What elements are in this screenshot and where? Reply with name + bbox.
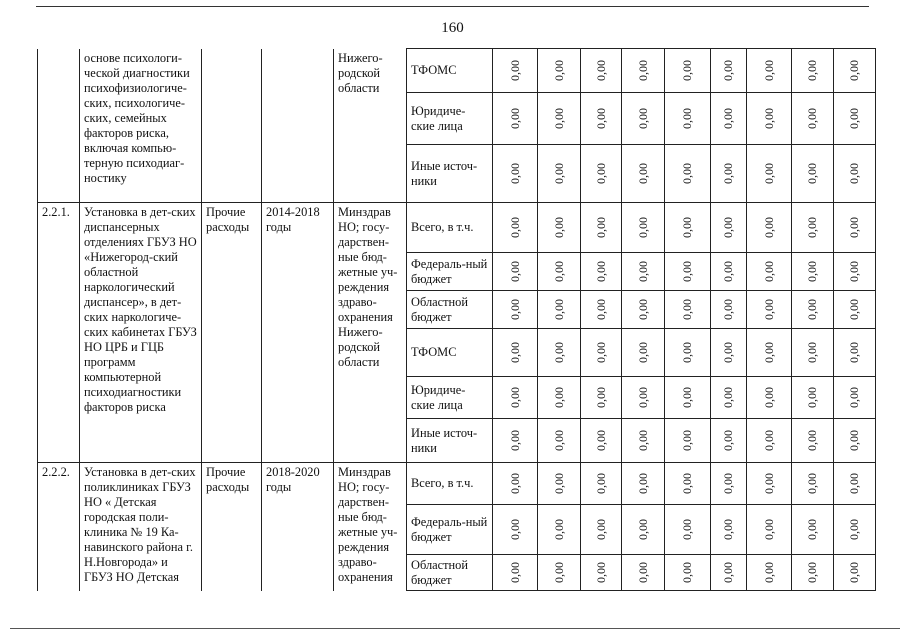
amount-value: 0,00 bbox=[721, 108, 735, 129]
amount-value: 0,00 bbox=[551, 299, 566, 320]
item-name: Установка в дет-ских диспансерных отделениях ГБУЗ НО «Нижегород-ский областной наркологический диспансер», в дет-ских наркологиче-ских кабинетах ГБУЗ НО ЦРБ и ГЦБ программ компьютерной психодиагностики факторов риска bbox=[80, 203, 202, 463]
amount-cell bbox=[622, 555, 665, 591]
amount-value: 0,00 bbox=[805, 562, 819, 583]
amount-value: 0,00 bbox=[593, 299, 608, 320]
amount-cell bbox=[622, 419, 665, 463]
amount-cell bbox=[581, 329, 622, 377]
amount-value: 0,00 bbox=[805, 60, 819, 81]
amount-value: 0,00 bbox=[721, 430, 735, 451]
amount-value: 0,00 bbox=[761, 299, 776, 320]
amount-value: 0,00 bbox=[593, 430, 608, 451]
amount-cell bbox=[711, 505, 747, 555]
amount-value: 0,00 bbox=[635, 473, 650, 494]
amount-cell bbox=[581, 377, 622, 419]
amount-cell bbox=[665, 145, 711, 203]
amount-cell bbox=[538, 145, 581, 203]
amount-value: 0,00 bbox=[847, 217, 861, 238]
amount-cell bbox=[581, 291, 622, 329]
amount-value: 0,00 bbox=[805, 108, 819, 129]
amount-value: 0,00 bbox=[680, 217, 694, 238]
amount-value: 0,00 bbox=[507, 299, 522, 320]
funding-source: Областной бюджет bbox=[407, 555, 493, 591]
amount-value: 0,00 bbox=[847, 163, 861, 184]
amount-cell bbox=[711, 329, 747, 377]
amount-cell bbox=[622, 505, 665, 555]
amount-cell bbox=[792, 49, 834, 93]
top-rule bbox=[36, 6, 869, 7]
amount-value: 0,00 bbox=[635, 261, 650, 282]
amount-value: 0,00 bbox=[593, 562, 608, 583]
amount-cell bbox=[622, 49, 665, 93]
amount-value: 0,00 bbox=[805, 430, 819, 451]
amount-cell bbox=[747, 419, 792, 463]
amount-cell bbox=[711, 291, 747, 329]
amount-value: 0,00 bbox=[847, 519, 861, 540]
amount-value: 0,00 bbox=[635, 387, 650, 408]
amount-cell bbox=[493, 203, 538, 253]
amount-cell bbox=[622, 329, 665, 377]
amount-value: 0,00 bbox=[721, 473, 735, 494]
amount-value: 0,00 bbox=[761, 519, 776, 540]
amount-cell bbox=[581, 463, 622, 505]
amount-cell bbox=[711, 203, 747, 253]
amount-value: 0,00 bbox=[721, 519, 735, 540]
amount-cell bbox=[834, 49, 876, 93]
amount-value: 0,00 bbox=[680, 299, 694, 320]
amount-cell bbox=[665, 505, 711, 555]
amount-value: 0,00 bbox=[680, 342, 694, 363]
amount-value: 0,00 bbox=[847, 387, 861, 408]
amount-cell bbox=[747, 555, 792, 591]
amount-cell bbox=[834, 329, 876, 377]
amount-cell bbox=[493, 377, 538, 419]
amount-cell bbox=[747, 253, 792, 291]
amount-cell bbox=[538, 329, 581, 377]
amount-value: 0,00 bbox=[551, 387, 566, 408]
amount-value: 0,00 bbox=[507, 473, 522, 494]
amount-value: 0,00 bbox=[635, 108, 650, 129]
amount-cell bbox=[792, 145, 834, 203]
amount-cell bbox=[834, 463, 876, 505]
amount-value: 0,00 bbox=[635, 299, 650, 320]
amount-cell bbox=[834, 419, 876, 463]
amount-value: 0,00 bbox=[680, 163, 694, 184]
funding-source: Федераль-ный бюджет bbox=[407, 505, 493, 555]
item-number bbox=[38, 49, 80, 203]
funding-source: Всего, в т.ч. bbox=[407, 463, 493, 505]
amount-cell bbox=[493, 145, 538, 203]
amount-value: 0,00 bbox=[847, 299, 861, 320]
amount-cell bbox=[622, 253, 665, 291]
amount-cell bbox=[493, 93, 538, 145]
amount-value: 0,00 bbox=[593, 387, 608, 408]
amount-value: 0,00 bbox=[847, 342, 861, 363]
amount-value: 0,00 bbox=[761, 562, 776, 583]
amount-cell bbox=[538, 291, 581, 329]
amount-value: 0,00 bbox=[680, 473, 694, 494]
amount-cell bbox=[622, 377, 665, 419]
amount-cell bbox=[711, 145, 747, 203]
amount-cell bbox=[792, 253, 834, 291]
amount-cell bbox=[747, 291, 792, 329]
amount-value: 0,00 bbox=[635, 60, 650, 81]
amount-value: 0,00 bbox=[721, 60, 735, 81]
period-years: 2014-2018 годы bbox=[262, 203, 334, 463]
amount-cell bbox=[711, 377, 747, 419]
amount-value: 0,00 bbox=[805, 163, 819, 184]
bottom-rule bbox=[10, 628, 900, 629]
amount-cell bbox=[622, 203, 665, 253]
amount-value: 0,00 bbox=[593, 217, 608, 238]
executor: Минздрав НО; госу-дарствен-ные бюд-жетные уч-реждения здраво-охранения Нижего-родской области bbox=[334, 203, 407, 463]
expense-type bbox=[202, 49, 262, 203]
amount-cell bbox=[747, 203, 792, 253]
amount-value: 0,00 bbox=[593, 342, 608, 363]
amount-cell bbox=[711, 253, 747, 291]
funding-source: ТФОМС bbox=[407, 329, 493, 377]
amount-cell bbox=[665, 377, 711, 419]
amount-value: 0,00 bbox=[507, 519, 522, 540]
item-name: основе психологи-ческой диагностики психофизиологиче-ских, психологиче-ских, семейных факторов риска, включая компью-терную психодиаг-ностику bbox=[80, 49, 202, 203]
amount-value: 0,00 bbox=[507, 108, 522, 129]
amount-cell bbox=[834, 145, 876, 203]
amount-cell bbox=[665, 253, 711, 291]
amount-value: 0,00 bbox=[680, 108, 694, 129]
amount-value: 0,00 bbox=[593, 163, 608, 184]
amount-cell bbox=[747, 463, 792, 505]
amount-value: 0,00 bbox=[635, 519, 650, 540]
amount-value: 0,00 bbox=[761, 342, 776, 363]
amount-value: 0,00 bbox=[721, 261, 735, 282]
amount-value: 0,00 bbox=[761, 473, 776, 494]
amount-cell bbox=[792, 463, 834, 505]
amount-value: 0,00 bbox=[551, 217, 566, 238]
amount-cell bbox=[834, 203, 876, 253]
amount-value: 0,00 bbox=[847, 562, 861, 583]
amount-value: 0,00 bbox=[593, 60, 608, 81]
amount-value: 0,00 bbox=[761, 430, 776, 451]
amount-cell bbox=[538, 463, 581, 505]
amount-value: 0,00 bbox=[761, 387, 776, 408]
amount-cell bbox=[665, 93, 711, 145]
amount-value: 0,00 bbox=[507, 261, 522, 282]
amount-cell bbox=[747, 505, 792, 555]
amount-cell bbox=[665, 203, 711, 253]
funding-source: Федераль-ный бюджет bbox=[407, 253, 493, 291]
amount-value: 0,00 bbox=[593, 108, 608, 129]
amount-cell bbox=[792, 329, 834, 377]
amount-value: 0,00 bbox=[761, 163, 776, 184]
amount-cell bbox=[792, 419, 834, 463]
amount-cell bbox=[711, 419, 747, 463]
amount-value: 0,00 bbox=[847, 60, 861, 81]
amount-value: 0,00 bbox=[805, 299, 819, 320]
amount-value: 0,00 bbox=[721, 217, 735, 238]
amount-cell bbox=[747, 93, 792, 145]
amount-cell bbox=[581, 253, 622, 291]
amount-cell bbox=[747, 329, 792, 377]
amount-cell bbox=[493, 49, 538, 93]
amount-value: 0,00 bbox=[680, 261, 694, 282]
amount-cell bbox=[538, 555, 581, 591]
amount-cell bbox=[665, 463, 711, 505]
amount-value: 0,00 bbox=[507, 430, 522, 451]
executor: Нижего-родской области bbox=[334, 49, 407, 203]
amount-value: 0,00 bbox=[593, 519, 608, 540]
amount-value: 0,00 bbox=[635, 163, 650, 184]
amount-cell bbox=[493, 555, 538, 591]
amount-value: 0,00 bbox=[635, 342, 650, 363]
amount-value: 0,00 bbox=[847, 261, 861, 282]
amount-value: 0,00 bbox=[551, 163, 566, 184]
funding-source: Иные источ-ники bbox=[407, 419, 493, 463]
amount-cell bbox=[538, 49, 581, 93]
item-name: Установка в дет-ских поликлиниках ГБУЗ НО « Детская городская поли-клиника № 19 Ка-навинского района г. Н.Новгорода» и ГБУЗ НО Детская bbox=[80, 463, 202, 591]
amount-cell bbox=[622, 145, 665, 203]
amount-value: 0,00 bbox=[805, 261, 819, 282]
amount-value: 0,00 bbox=[721, 342, 735, 363]
amount-cell bbox=[792, 203, 834, 253]
amount-cell bbox=[493, 505, 538, 555]
page-number: 160 bbox=[441, 20, 464, 36]
funding-source: Всего, в т.ч. bbox=[407, 203, 493, 253]
amount-cell bbox=[665, 329, 711, 377]
amount-cell bbox=[665, 291, 711, 329]
amount-value: 0,00 bbox=[721, 163, 735, 184]
amount-cell bbox=[581, 203, 622, 253]
amount-cell bbox=[747, 49, 792, 93]
item-number: 2.2.1. bbox=[38, 203, 80, 463]
amount-value: 0,00 bbox=[761, 217, 776, 238]
amount-cell bbox=[747, 145, 792, 203]
amount-cell bbox=[792, 291, 834, 329]
amount-cell bbox=[711, 555, 747, 591]
amount-cell bbox=[834, 505, 876, 555]
amount-value: 0,00 bbox=[551, 108, 566, 129]
amount-cell bbox=[711, 49, 747, 93]
amount-cell bbox=[581, 145, 622, 203]
amount-cell bbox=[493, 253, 538, 291]
amount-value: 0,00 bbox=[507, 562, 522, 583]
amount-value: 0,00 bbox=[847, 108, 861, 129]
amount-cell bbox=[622, 93, 665, 145]
amount-cell bbox=[581, 93, 622, 145]
amount-cell bbox=[834, 253, 876, 291]
amount-cell bbox=[538, 93, 581, 145]
amount-cell bbox=[792, 555, 834, 591]
amount-value: 0,00 bbox=[680, 60, 694, 81]
table-row bbox=[38, 463, 876, 505]
amount-cell bbox=[581, 505, 622, 555]
amount-value: 0,00 bbox=[721, 562, 735, 583]
amount-cell bbox=[711, 463, 747, 505]
amount-cell bbox=[792, 93, 834, 145]
amount-cell bbox=[538, 505, 581, 555]
amount-cell bbox=[665, 555, 711, 591]
amount-value: 0,00 bbox=[507, 387, 522, 408]
amount-value: 0,00 bbox=[680, 519, 694, 540]
table-row bbox=[38, 49, 876, 93]
amount-cell bbox=[711, 93, 747, 145]
item-number: 2.2.2. bbox=[38, 463, 80, 591]
amount-cell bbox=[792, 377, 834, 419]
amount-cell bbox=[493, 329, 538, 377]
amount-value: 0,00 bbox=[507, 163, 522, 184]
amount-value: 0,00 bbox=[635, 217, 650, 238]
amount-value: 0,00 bbox=[635, 430, 650, 451]
amount-value: 0,00 bbox=[551, 261, 566, 282]
amount-value: 0,00 bbox=[507, 60, 522, 81]
amount-value: 0,00 bbox=[805, 217, 819, 238]
funding-source: Областной бюджет bbox=[407, 291, 493, 329]
amount-cell bbox=[665, 419, 711, 463]
amount-cell bbox=[538, 253, 581, 291]
period-years bbox=[262, 49, 334, 203]
table-row bbox=[38, 203, 876, 253]
amount-value: 0,00 bbox=[805, 387, 819, 408]
budget-table bbox=[37, 48, 876, 591]
amount-value: 0,00 bbox=[721, 299, 735, 320]
amount-cell bbox=[493, 291, 538, 329]
amount-cell bbox=[493, 419, 538, 463]
amount-value: 0,00 bbox=[507, 342, 522, 363]
amount-value: 0,00 bbox=[805, 473, 819, 494]
amount-value: 0,00 bbox=[635, 562, 650, 583]
amount-value: 0,00 bbox=[680, 562, 694, 583]
funding-source: Юридиче-ские лица bbox=[407, 377, 493, 419]
amount-value: 0,00 bbox=[847, 430, 861, 451]
amount-cell bbox=[665, 49, 711, 93]
amount-cell bbox=[538, 419, 581, 463]
executor: Минздрав НО; госу-дарствен-ные бюд-жетные уч-реждения здраво-охранения bbox=[334, 463, 407, 591]
amount-cell bbox=[834, 93, 876, 145]
amount-value: 0,00 bbox=[761, 261, 776, 282]
amount-value: 0,00 bbox=[551, 342, 566, 363]
amount-cell bbox=[622, 463, 665, 505]
amount-cell bbox=[834, 291, 876, 329]
amount-cell bbox=[622, 291, 665, 329]
amount-value: 0,00 bbox=[507, 217, 522, 238]
amount-cell bbox=[581, 49, 622, 93]
funding-source: Юридиче-ские лица bbox=[407, 93, 493, 145]
amount-value: 0,00 bbox=[805, 519, 819, 540]
amount-cell bbox=[538, 203, 581, 253]
amount-cell bbox=[493, 463, 538, 505]
amount-value: 0,00 bbox=[847, 473, 861, 494]
amount-cell bbox=[581, 419, 622, 463]
amount-value: 0,00 bbox=[761, 60, 776, 81]
expense-type: Прочие расходы bbox=[202, 463, 262, 591]
amount-value: 0,00 bbox=[680, 387, 694, 408]
expense-type: Прочие расходы bbox=[202, 203, 262, 463]
amount-value: 0,00 bbox=[551, 473, 566, 494]
period-years: 2018-2020 годы bbox=[262, 463, 334, 591]
amount-value: 0,00 bbox=[593, 473, 608, 494]
amount-value: 0,00 bbox=[761, 108, 776, 129]
amount-cell bbox=[747, 377, 792, 419]
amount-value: 0,00 bbox=[551, 60, 566, 81]
amount-cell bbox=[581, 555, 622, 591]
amount-value: 0,00 bbox=[593, 261, 608, 282]
amount-value: 0,00 bbox=[721, 387, 735, 408]
amount-value: 0,00 bbox=[551, 519, 566, 540]
funding-source: ТФОМС bbox=[407, 49, 493, 93]
funding-source: Иные источ-ники bbox=[407, 145, 493, 203]
amount-value: 0,00 bbox=[551, 562, 566, 583]
amount-cell bbox=[834, 555, 876, 591]
amount-value: 0,00 bbox=[680, 430, 694, 451]
amount-cell bbox=[538, 377, 581, 419]
amount-cell bbox=[792, 505, 834, 555]
amount-value: 0,00 bbox=[805, 342, 819, 363]
amount-value: 0,00 bbox=[551, 430, 566, 451]
amount-cell bbox=[834, 377, 876, 419]
